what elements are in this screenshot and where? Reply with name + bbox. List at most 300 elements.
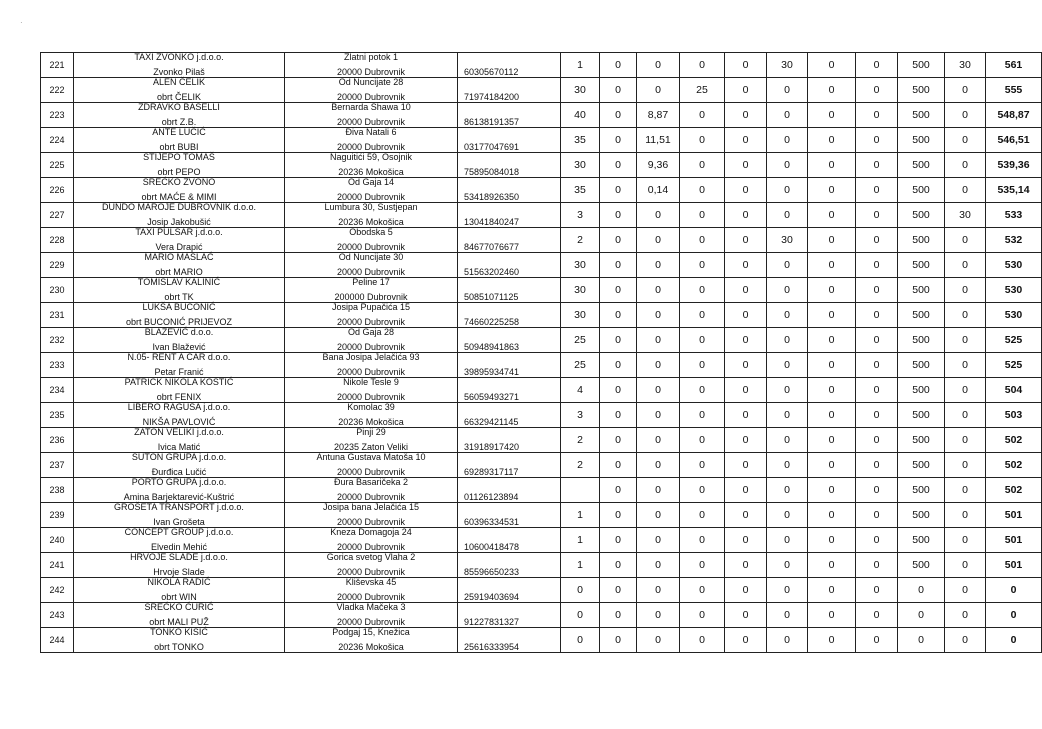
score-cell: 0	[808, 78, 856, 103]
postal-city: 20000 Dubrovnik	[336, 517, 406, 527]
oib-number: 60396334531	[458, 503, 561, 528]
postal-city: 20000 Dubrovnik	[336, 392, 406, 402]
owner-name: obrt TONKO	[154, 642, 204, 652]
score-cell: 0	[637, 503, 680, 528]
score-cell: 0	[600, 553, 637, 578]
address-cell	[285, 153, 458, 178]
row-number: 241	[41, 553, 74, 578]
street-address: Đura Basaričeka 2	[333, 477, 409, 487]
score-cell: 0	[637, 453, 680, 478]
owner-name: obrt PEPO	[157, 167, 201, 177]
score-cell: 0	[600, 378, 637, 403]
score-cell: 25	[680, 78, 725, 103]
score-cell: 0	[600, 328, 637, 353]
postal-city: 20000 Dubrovnik	[336, 192, 406, 202]
score-cell: 2	[561, 228, 600, 253]
score-cell: 500	[898, 503, 945, 528]
address-cell	[285, 78, 458, 103]
street-address: Antuna Gustava Matoša 10	[316, 452, 426, 462]
address-cell	[285, 53, 458, 78]
postal-city: 20000 Dubrovnik	[336, 542, 406, 552]
score-cell: 0	[767, 203, 808, 228]
score-cell: 0	[808, 503, 856, 528]
score-cell: 0	[725, 578, 767, 603]
score-cell: 0	[808, 403, 856, 428]
table-row	[41, 203, 1042, 228]
address-cell	[285, 303, 458, 328]
score-cell: 0	[856, 53, 898, 78]
applicant-cell	[74, 628, 285, 653]
street-address: Vladka Mačeka 3	[336, 602, 406, 612]
score-cell: 0	[767, 403, 808, 428]
score-cell: 0	[856, 228, 898, 253]
score-cell: 0	[600, 228, 637, 253]
score-cell: 0	[680, 578, 725, 603]
score-cell: 0	[680, 353, 725, 378]
applicant-cell	[74, 403, 285, 428]
score-cell: 500	[898, 453, 945, 478]
score-cell: 0	[808, 553, 856, 578]
total-score: 546,51	[986, 128, 1042, 153]
score-cell: 0	[808, 228, 856, 253]
total-score: 501	[986, 553, 1042, 578]
address-cell	[285, 178, 458, 203]
score-cell: 2	[561, 453, 600, 478]
score-cell: 0	[808, 153, 856, 178]
score-cell: 0	[945, 603, 986, 628]
row-number: 242	[41, 578, 74, 603]
score-cell: 0	[725, 628, 767, 653]
score-cell: 0	[725, 478, 767, 503]
oib-number: 86138191357	[458, 103, 561, 128]
row-number: 244	[41, 628, 74, 653]
owner-name: Amina Barjektarević-Kuštrić	[123, 492, 235, 502]
score-cell: 0	[637, 303, 680, 328]
score-cell: 0	[856, 78, 898, 103]
score-cell: 0	[856, 278, 898, 303]
postal-city: 20000 Dubrovnik	[336, 567, 406, 577]
total-score: 525	[986, 328, 1042, 353]
score-cell: 0	[600, 103, 637, 128]
street-address: Naguitići 59, Osojnik	[329, 152, 413, 162]
owner-name: obrt WIN	[161, 592, 197, 602]
postal-city: 20000 Dubrovnik	[336, 142, 406, 152]
score-cell: 30	[767, 53, 808, 78]
score-cell: 0	[856, 478, 898, 503]
applicant-cell	[74, 53, 285, 78]
score-cell: 0	[680, 403, 725, 428]
score-cell: 0	[637, 403, 680, 428]
applicant-cell	[74, 453, 285, 478]
score-cell: 0	[767, 178, 808, 203]
table-row	[41, 478, 1042, 503]
postal-city: 20000 Dubrovnik	[336, 492, 406, 502]
row-number: 222	[41, 78, 74, 103]
score-cell: 0	[767, 378, 808, 403]
table-row	[41, 303, 1042, 328]
oib-number: 01126123894	[458, 478, 561, 503]
owner-name: obrt BUBI	[159, 142, 199, 152]
score-cell: 0	[945, 328, 986, 353]
company-name: STIJEPO TOMAŠ	[143, 152, 215, 162]
company-name: PATRICK NIKOLA KOSTIĆ	[124, 377, 234, 387]
score-cell: 0	[945, 228, 986, 253]
applicant-cell	[74, 553, 285, 578]
owner-name: Elvedin Mehić	[150, 542, 208, 552]
score-cell: 0	[856, 603, 898, 628]
total-score: 539,36	[986, 153, 1042, 178]
score-cell: 0	[725, 78, 767, 103]
score-cell: 0	[808, 603, 856, 628]
applicant-cell	[74, 478, 285, 503]
score-cell: 0	[600, 628, 637, 653]
table-row	[41, 328, 1042, 353]
company-name: ZATON VELIKI j.d.o.o.	[134, 427, 224, 437]
owner-name: obrt ČELIK	[156, 92, 202, 102]
score-cell: 0	[637, 328, 680, 353]
score-cell: 1	[561, 503, 600, 528]
score-cell: 500	[898, 378, 945, 403]
address-cell	[285, 203, 458, 228]
score-cell: 0	[680, 103, 725, 128]
row-number: 225	[41, 153, 74, 178]
score-cell: 0	[767, 428, 808, 453]
owner-name: Zvonko Pilaš	[153, 67, 205, 77]
address-cell	[285, 628, 458, 653]
score-cell: 0	[945, 353, 986, 378]
table-row	[41, 353, 1042, 378]
table-body	[41, 53, 1042, 653]
street-address: Josipa Pupačića 15	[331, 302, 411, 312]
score-cell: 500	[898, 528, 945, 553]
address-cell	[285, 528, 458, 553]
oib-number: 10600418478	[458, 528, 561, 553]
row-number: 236	[41, 428, 74, 453]
score-cell: 0	[600, 578, 637, 603]
company-name: SREĆKO ZVONO	[142, 177, 216, 187]
score-cell: 0	[767, 253, 808, 278]
score-cell: 25	[561, 328, 600, 353]
score-cell: 0	[561, 603, 600, 628]
address-cell	[285, 103, 458, 128]
applicant-cell	[74, 228, 285, 253]
company-name: ALEN ČELIK	[152, 77, 206, 87]
total-score: 530	[986, 278, 1042, 303]
score-cell: 0	[856, 503, 898, 528]
score-cell: 0	[600, 353, 637, 378]
score-cell: 0	[808, 203, 856, 228]
street-address: Od Nuncijate 30	[338, 252, 404, 262]
score-cell: 0	[600, 128, 637, 153]
score-cell: 0	[945, 628, 986, 653]
score-cell: 0	[808, 378, 856, 403]
score-cell: 3	[561, 203, 600, 228]
company-name: LUKŠA BUCONIĆ	[142, 302, 216, 312]
street-address: Podgaj 15, Knežica	[332, 627, 410, 637]
oib-number: 74660225258	[458, 303, 561, 328]
row-number: 221	[41, 53, 74, 78]
score-cell: 1	[561, 553, 600, 578]
score-cell: 0	[600, 453, 637, 478]
table-row	[41, 553, 1042, 578]
score-cell: 0	[600, 503, 637, 528]
score-cell: 500	[898, 203, 945, 228]
row-number: 224	[41, 128, 74, 153]
postal-city: 20236 Mokošica	[338, 167, 404, 177]
score-cell: 30	[767, 228, 808, 253]
score-cell: 30	[945, 203, 986, 228]
address-cell	[285, 378, 458, 403]
score-cell: 30	[561, 78, 600, 103]
score-cell: 0	[637, 53, 680, 78]
row-number: 223	[41, 103, 74, 128]
oib-number: 50851071125	[458, 278, 561, 303]
address-cell	[285, 253, 458, 278]
street-address: Lumbura 30, Sustjepan	[324, 202, 418, 212]
score-cell: 500	[898, 303, 945, 328]
total-score: 502	[986, 478, 1042, 503]
oib-number: 56059493271	[458, 378, 561, 403]
total-score: 501	[986, 528, 1042, 553]
row-number: 230	[41, 278, 74, 303]
owner-name: Ivica Matić	[157, 442, 201, 452]
score-cell: 0	[767, 503, 808, 528]
total-score: 530	[986, 253, 1042, 278]
applicant-cell	[74, 428, 285, 453]
score-cell: 500	[898, 353, 945, 378]
score-cell: 0	[856, 353, 898, 378]
score-cell: 0	[725, 203, 767, 228]
address-cell	[285, 453, 458, 478]
score-cell: 8,87	[637, 103, 680, 128]
applicant-cell	[74, 303, 285, 328]
score-cell: 0	[945, 503, 986, 528]
ranking-table	[40, 52, 1042, 653]
score-cell: 0	[637, 253, 680, 278]
street-address: Peline 17	[352, 277, 390, 287]
total-score: 532	[986, 228, 1042, 253]
score-cell: 500	[898, 278, 945, 303]
table-row	[41, 428, 1042, 453]
row-number: 239	[41, 503, 74, 528]
score-cell: 0	[808, 103, 856, 128]
score-cell: 0	[808, 278, 856, 303]
score-cell: 500	[898, 428, 945, 453]
oib-number: 85596650233	[458, 553, 561, 578]
company-name: SREĆKO ĆURIĆ	[144, 602, 214, 612]
score-cell: 0	[808, 578, 856, 603]
owner-name: obrt TK	[164, 292, 194, 302]
applicant-cell	[74, 103, 285, 128]
score-cell: 35	[561, 178, 600, 203]
score-cell: 500	[898, 403, 945, 428]
applicant-cell	[74, 603, 285, 628]
street-address: Bernarda Shawa 10	[331, 102, 411, 112]
table-row	[41, 153, 1042, 178]
score-cell: 0	[600, 478, 637, 503]
score-cell: 0	[898, 628, 945, 653]
score-cell: 0	[945, 553, 986, 578]
score-cell: 500	[898, 153, 945, 178]
address-cell	[285, 228, 458, 253]
total-score: 0	[986, 578, 1042, 603]
score-cell: 9,36	[637, 153, 680, 178]
address-cell	[285, 328, 458, 353]
oib-number: 84677076677	[458, 228, 561, 253]
score-cell: 500	[898, 253, 945, 278]
score-cell: 0	[767, 353, 808, 378]
table-row	[41, 278, 1042, 303]
company-name: DUNDO MAROJE DUBROVNIK d.o.o.	[101, 202, 257, 212]
postal-city: 20000 Dubrovnik	[336, 592, 406, 602]
table-row	[41, 628, 1042, 653]
score-cell: 0	[680, 228, 725, 253]
total-score: 503	[986, 403, 1042, 428]
company-name: MARIO MASLAĆ	[144, 252, 214, 262]
table-row	[41, 603, 1042, 628]
oib-number: 91227831327	[458, 603, 561, 628]
street-address: Nikole Tesle 9	[343, 377, 399, 387]
score-cell: 0	[945, 378, 986, 403]
score-cell: 0	[600, 203, 637, 228]
score-cell: 0	[680, 553, 725, 578]
score-cell: 0	[808, 253, 856, 278]
row-number: 229	[41, 253, 74, 278]
company-name: TONKO KISIĆ	[150, 627, 208, 637]
total-score: 525	[986, 353, 1042, 378]
row-number: 226	[41, 178, 74, 203]
score-cell	[561, 478, 600, 503]
score-cell: 0	[725, 328, 767, 353]
score-cell: 0	[600, 428, 637, 453]
score-cell: 11,51	[637, 128, 680, 153]
score-cell: 0	[680, 203, 725, 228]
postal-city: 20000 Dubrovnik	[336, 317, 406, 327]
applicant-cell	[74, 153, 285, 178]
score-cell: 0	[856, 578, 898, 603]
score-cell: 0	[637, 603, 680, 628]
address-cell	[285, 278, 458, 303]
company-name: BLAŽEVIĆ d.o.o.	[144, 327, 214, 337]
row-number: 238	[41, 478, 74, 503]
score-cell: 0	[561, 578, 600, 603]
score-cell: 0	[600, 78, 637, 103]
company-name: GROŠETA TRANSPORT j.d.o.o.	[114, 502, 244, 512]
owner-name: Josip Jakobušić	[147, 217, 211, 227]
score-cell: 0	[680, 303, 725, 328]
score-cell: 0	[945, 128, 986, 153]
score-cell: 0	[637, 478, 680, 503]
oib-number: 66329421145	[458, 403, 561, 428]
score-cell: 0	[856, 628, 898, 653]
score-cell: 0	[945, 578, 986, 603]
table-row	[41, 53, 1042, 78]
score-cell: 0	[856, 528, 898, 553]
table-row	[41, 103, 1042, 128]
oib-number: 75895084018	[458, 153, 561, 178]
score-cell: 0	[725, 603, 767, 628]
owner-name: Hrvoje Slade	[153, 567, 205, 577]
score-cell: 0	[637, 78, 680, 103]
score-cell: 500	[898, 103, 945, 128]
total-score: 502	[986, 428, 1042, 453]
total-score: 504	[986, 378, 1042, 403]
score-cell: 0	[600, 253, 637, 278]
document-page	[40, 52, 1030, 653]
score-cell: 500	[898, 128, 945, 153]
address-cell	[285, 553, 458, 578]
scan-mark: ·	[20, 18, 23, 27]
score-cell: 0	[856, 128, 898, 153]
score-cell: 0,14	[637, 178, 680, 203]
postal-city: 20236 Mokošica	[338, 217, 404, 227]
company-name: ZDRAVKO BASELLI	[138, 102, 220, 112]
score-cell: 0	[637, 203, 680, 228]
applicant-cell	[74, 178, 285, 203]
score-cell: 0	[680, 478, 725, 503]
postal-city: 20000 Dubrovnik	[336, 342, 406, 352]
score-cell: 0	[725, 53, 767, 78]
postal-city: 20000 Dubrovnik	[336, 267, 406, 277]
score-cell: 0	[600, 53, 637, 78]
score-cell: 0	[767, 328, 808, 353]
score-cell: 0	[856, 303, 898, 328]
oib-number: 53418926350	[458, 178, 561, 203]
score-cell: 0	[600, 303, 637, 328]
score-cell: 0	[680, 428, 725, 453]
score-cell: 0	[680, 628, 725, 653]
score-cell: 0	[680, 128, 725, 153]
company-name: LIBERO RAGUSA j.d.o.o.	[127, 402, 231, 412]
street-address: Komolac 39	[347, 402, 395, 412]
score-cell: 0	[725, 128, 767, 153]
oib-number: 31918917420	[458, 428, 561, 453]
score-cell: 0	[725, 253, 767, 278]
total-score: 0	[986, 603, 1042, 628]
score-cell: 0	[808, 128, 856, 153]
postal-city: 20000 Dubrovnik	[336, 367, 406, 377]
applicant-cell	[74, 253, 285, 278]
score-cell: 0	[767, 578, 808, 603]
owner-name: obrt BUCONIĆ PRIJEVOZ	[125, 317, 233, 327]
street-address: Od Gaja 14	[347, 177, 395, 187]
street-address: Điva Natali 6	[345, 127, 397, 137]
street-address: Kneza Domagoja 24	[330, 527, 412, 537]
score-cell: 0	[945, 78, 986, 103]
row-number: 235	[41, 403, 74, 428]
score-cell: 500	[898, 53, 945, 78]
score-cell: 2	[561, 428, 600, 453]
score-cell: 0	[725, 428, 767, 453]
score-cell: 0	[945, 278, 986, 303]
score-cell: 0	[856, 453, 898, 478]
oib-number: 69289317117	[458, 453, 561, 478]
score-cell: 0	[898, 603, 945, 628]
postal-city: 200000 Dubrovnik	[334, 292, 408, 302]
score-cell: 0	[856, 553, 898, 578]
owner-name: Ivan Grošeta	[153, 517, 205, 527]
score-cell: 0	[725, 153, 767, 178]
score-cell: 0	[680, 453, 725, 478]
address-cell	[285, 353, 458, 378]
score-cell: 0	[856, 178, 898, 203]
oib-number: 03177047691	[458, 128, 561, 153]
owner-name: obrt FENIX	[156, 392, 202, 402]
score-cell: 0	[725, 403, 767, 428]
score-cell: 0	[767, 478, 808, 503]
company-name: CONCEPT GROUP j.d.o.o.	[124, 527, 234, 537]
owner-name: obrt MARIO	[155, 267, 203, 277]
